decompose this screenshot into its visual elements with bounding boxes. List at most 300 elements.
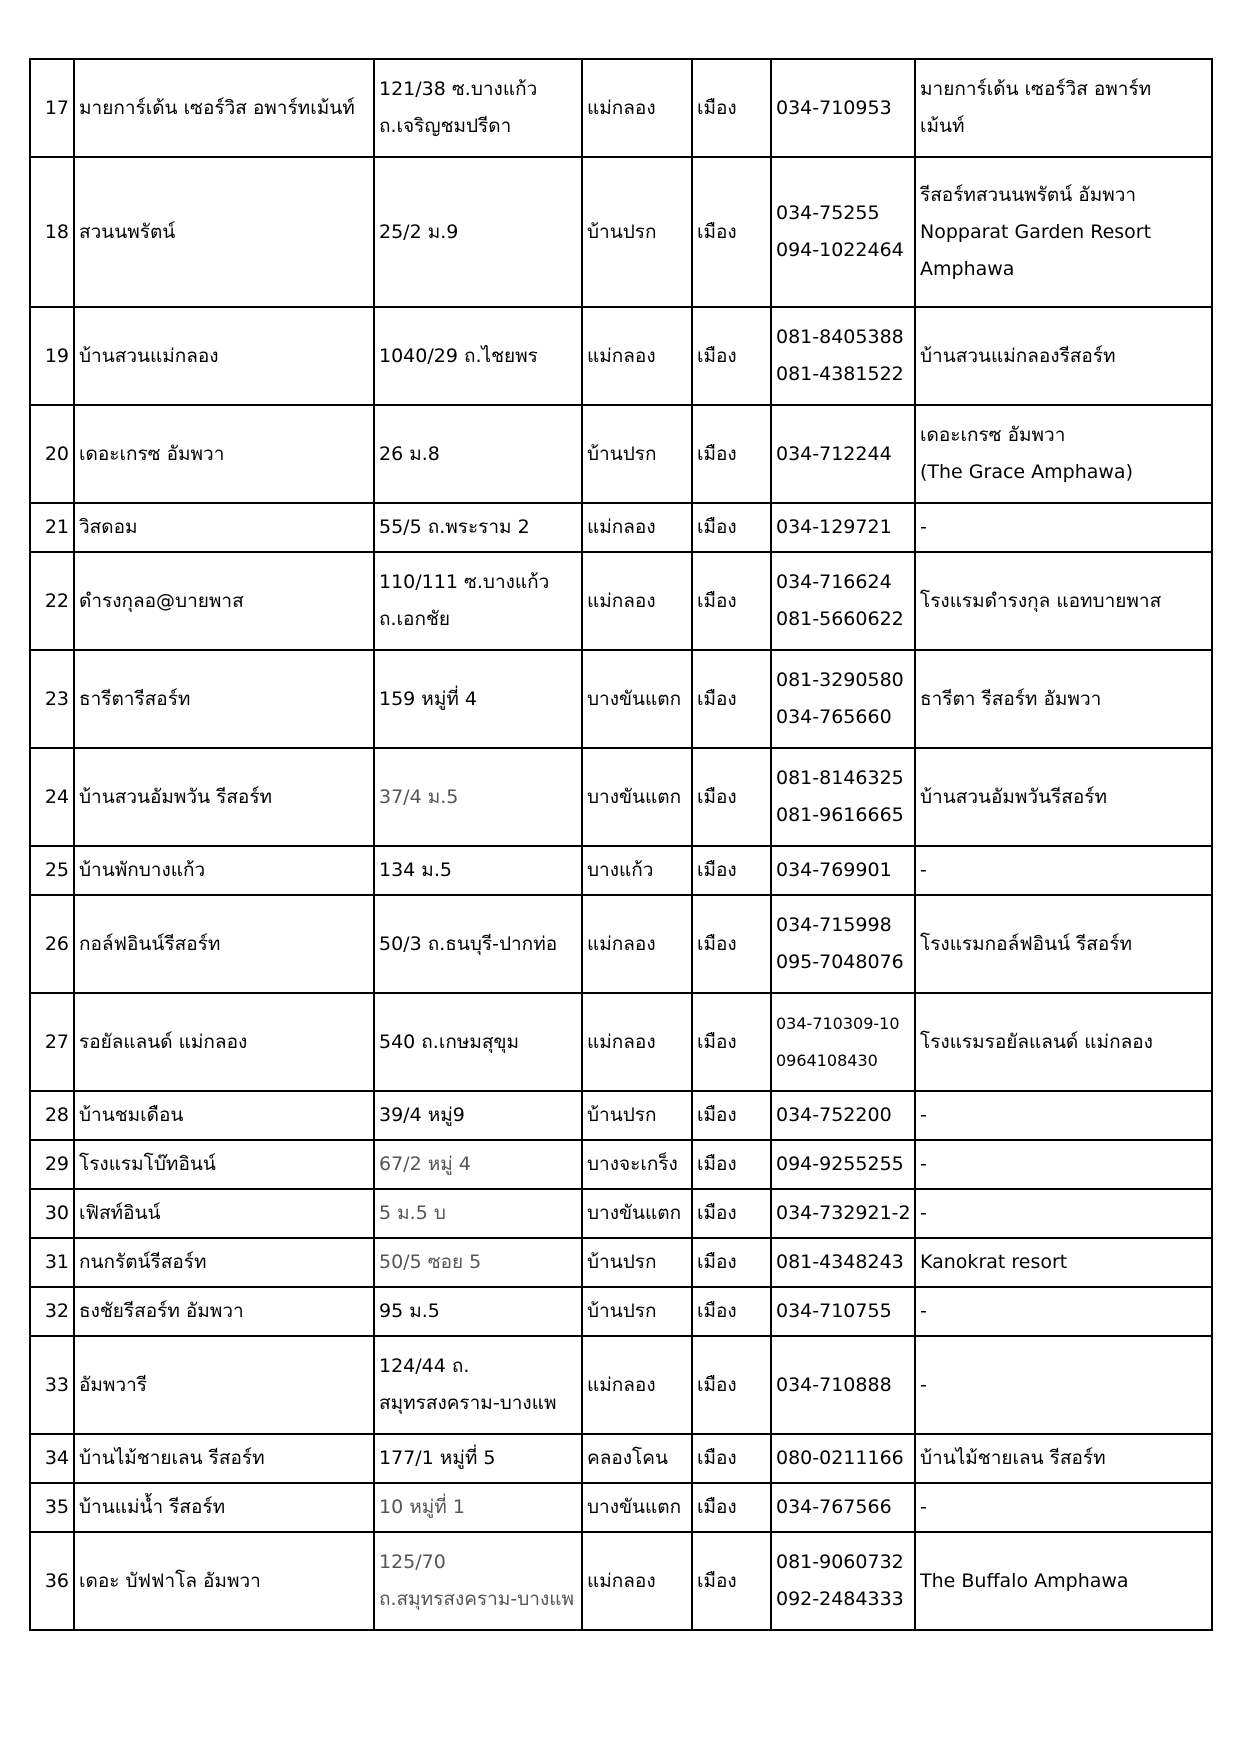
registered-name-cell-line: - xyxy=(920,516,927,538)
subdistrict-cell-text: บ้านปรก xyxy=(587,442,657,465)
subdistrict-cell xyxy=(582,1287,692,1336)
district-cell-text: เมือง xyxy=(697,1030,737,1053)
row-number-cell-text: 28 xyxy=(44,1104,69,1126)
registered-name-cell xyxy=(915,846,1212,895)
address-cell-line: 25/2 ม.9 xyxy=(379,220,459,243)
address-cell xyxy=(374,157,582,307)
subdistrict-cell-text: บางแก้ว xyxy=(587,859,654,881)
registered-name-cell-line: Nopparat Garden Resort xyxy=(920,220,1152,243)
subdistrict-cell xyxy=(582,405,692,503)
phone-cell xyxy=(771,503,915,552)
address-cell-line: 121/38 ซ.บางแก้ว xyxy=(379,78,538,100)
district-cell xyxy=(692,1483,771,1532)
registered-name-cell-line: (The Grace Amphawa) xyxy=(920,461,1133,483)
subdistrict-cell-text: แม่กลอง xyxy=(587,932,656,955)
district-cell xyxy=(692,59,771,157)
name-cell-text: เดอะเกรซ อัมพวา xyxy=(79,442,225,465)
district-cell xyxy=(692,650,771,748)
name-cell-text: มายการ์เด้น เซอร์วิส อพาร์ทเม้นท์ xyxy=(79,96,355,119)
address-cell xyxy=(374,1238,582,1287)
row-number-cell-text: 20 xyxy=(44,442,69,465)
address-cell-line: 50/3 ถ.ธนบุรี-ปากท่อ xyxy=(379,932,558,955)
name-cell-text: บ้านพักบางแก้ว xyxy=(79,859,206,881)
subdistrict-cell xyxy=(582,1336,692,1434)
table-row xyxy=(30,1189,1212,1238)
district-cell-text: เมือง xyxy=(697,1153,737,1175)
row-number-cell-text: 35 xyxy=(44,1496,69,1518)
subdistrict-cell xyxy=(582,1238,692,1287)
table-row xyxy=(30,1091,1212,1140)
address-cell-line: 50/5 ซอย 5 xyxy=(379,1251,482,1273)
address-cell-line: 95 ม.5 xyxy=(379,1300,440,1322)
registered-name-cell-line: - xyxy=(920,1300,927,1322)
address-cell xyxy=(374,1091,582,1140)
name-cell xyxy=(74,1483,374,1532)
name-cell xyxy=(74,650,374,748)
registered-name-cell xyxy=(915,1434,1212,1483)
district-cell xyxy=(692,1140,771,1189)
registered-name-cell xyxy=(915,1483,1212,1532)
district-cell xyxy=(692,748,771,846)
address-cell xyxy=(374,1189,582,1238)
name-cell xyxy=(74,307,374,405)
name-cell-text: บ้านสวนแม่กลอง xyxy=(79,344,219,367)
name-cell-text: ธงชัยรีสอร์ท อัมพวา xyxy=(79,1300,244,1322)
row-number-cell xyxy=(30,1434,74,1483)
row-number-cell xyxy=(30,1238,74,1287)
phone-cell-line: 081-3290580 xyxy=(776,669,904,691)
address-cell xyxy=(374,503,582,552)
phone-cell-line: 034-710953 xyxy=(776,96,892,119)
name-cell-text: บ้านแม่น้ำ รีสอร์ท xyxy=(79,1496,226,1518)
registered-name-cell xyxy=(915,1091,1212,1140)
subdistrict-cell-text: บางขันแตก xyxy=(587,687,682,710)
phone-cell xyxy=(771,552,915,650)
name-cell xyxy=(74,59,374,157)
district-cell-text: เมือง xyxy=(697,687,737,710)
registered-name-cell-line: เม้นท์ xyxy=(920,115,965,137)
name-cell-text: กนกรัตน์รีสอร์ท xyxy=(79,1251,207,1273)
name-cell xyxy=(74,1140,374,1189)
subdistrict-cell-text: บ้านปรก xyxy=(587,1104,657,1126)
phone-cell-line: 081-5660622 xyxy=(776,608,904,630)
name-cell xyxy=(74,1091,374,1140)
name-cell xyxy=(74,503,374,552)
name-cell xyxy=(74,405,374,503)
district-cell-text: เมือง xyxy=(697,859,737,881)
phone-cell-line: 034-767566 xyxy=(776,1496,892,1518)
row-number-cell-text: 19 xyxy=(44,344,69,367)
registered-name-cell-line: ธารีตา รีสอร์ท อัมพวา xyxy=(920,687,1102,710)
subdistrict-cell xyxy=(582,1140,692,1189)
registered-name-cell-line: - xyxy=(920,1373,927,1396)
district-cell-text: เมือง xyxy=(697,589,737,612)
subdistrict-cell xyxy=(582,552,692,650)
registered-name-cell xyxy=(915,748,1212,846)
name-cell xyxy=(74,846,374,895)
address-cell-line: ถ.เจริญชมปรีดา xyxy=(379,115,512,137)
table-row xyxy=(30,846,1212,895)
phone-cell xyxy=(771,1336,915,1434)
registered-name-cell xyxy=(915,1189,1212,1238)
accommodation-table xyxy=(29,58,1213,1631)
address-cell-line: 110/111 ซ.บางแก้ว xyxy=(379,571,550,593)
district-cell xyxy=(692,895,771,993)
district-cell xyxy=(692,157,771,307)
phone-cell-line: 034-710888 xyxy=(776,1373,892,1396)
subdistrict-cell xyxy=(582,59,692,157)
registered-name-cell-line: บ้านสวนอัมพวันรีสอร์ท xyxy=(920,785,1108,808)
phone-cell-line: 034-129721 xyxy=(776,516,892,538)
district-cell xyxy=(692,1287,771,1336)
row-number-cell-text: 27 xyxy=(44,1030,69,1053)
district-cell-text: เมือง xyxy=(697,932,737,955)
district-cell xyxy=(692,1091,771,1140)
row-number-cell-text: 34 xyxy=(44,1447,69,1469)
subdistrict-cell-text: แม่กลอง xyxy=(587,1569,656,1592)
subdistrict-cell-text: บางขันแตก xyxy=(587,785,682,808)
phone-cell-line: 0964108430 xyxy=(776,1051,878,1070)
address-cell-line: 134 ม.5 xyxy=(379,859,452,881)
address-cell-line: 177/1 หมู่ที่ 5 xyxy=(379,1447,496,1469)
registered-name-cell-line: - xyxy=(920,1202,927,1224)
district-cell-text: เมือง xyxy=(697,1496,737,1518)
district-cell-text: เมือง xyxy=(697,1202,737,1224)
phone-cell-line: 034-716624 xyxy=(776,571,892,593)
table-row xyxy=(30,1238,1212,1287)
phone-cell-line: 034-752200 xyxy=(776,1104,892,1126)
registered-name-cell xyxy=(915,59,1212,157)
address-cell xyxy=(374,993,582,1091)
address-cell-line: 26 ม.8 xyxy=(379,442,440,465)
subdistrict-cell xyxy=(582,650,692,748)
district-cell xyxy=(692,846,771,895)
address-cell-line: 5 ม.5 บ xyxy=(379,1202,446,1224)
name-cell-text: เดอะ บัฟฟาโล อัมพวา xyxy=(79,1569,261,1592)
name-cell xyxy=(74,157,374,307)
name-cell xyxy=(74,1287,374,1336)
name-cell xyxy=(74,993,374,1091)
registered-name-cell xyxy=(915,650,1212,748)
address-cell xyxy=(374,895,582,993)
address-cell xyxy=(374,1434,582,1483)
row-number-cell xyxy=(30,307,74,405)
registered-name-cell xyxy=(915,1336,1212,1434)
phone-cell-line: 094-1022464 xyxy=(776,239,904,261)
table-row xyxy=(30,993,1212,1091)
registered-name-cell xyxy=(915,895,1212,993)
district-cell xyxy=(692,1336,771,1434)
subdistrict-cell-text: แม่กลอง xyxy=(587,344,656,367)
phone-cell-line: 094-9255255 xyxy=(776,1153,904,1175)
name-cell-text: โรงแรมโบ๊ทอินน์ xyxy=(79,1153,216,1175)
district-cell xyxy=(692,993,771,1091)
subdistrict-cell-text: แม่กลอง xyxy=(587,589,656,612)
address-cell-line: 10 หมู่ที่ 1 xyxy=(379,1496,465,1518)
table-row xyxy=(30,650,1212,748)
district-cell-text: เมือง xyxy=(697,1300,737,1322)
address-cell xyxy=(374,552,582,650)
district-cell xyxy=(692,405,771,503)
name-cell xyxy=(74,748,374,846)
district-cell-text: เมือง xyxy=(697,1569,737,1592)
subdistrict-cell xyxy=(582,307,692,405)
row-number-cell-text: 32 xyxy=(44,1300,69,1322)
subdistrict-cell xyxy=(582,993,692,1091)
address-cell xyxy=(374,846,582,895)
subdistrict-cell-text: คลองโคน xyxy=(587,1447,668,1469)
phone-cell xyxy=(771,1140,915,1189)
registered-name-cell-line: โรงแรมกอล์ฟอินน์ รีสอร์ท xyxy=(920,932,1133,955)
address-cell-line: ถ.สมุทรสงคราม-บางแพ xyxy=(379,1588,575,1610)
address-cell xyxy=(374,1336,582,1434)
registered-name-cell-line: The Buffalo Amphawa xyxy=(920,1569,1129,1592)
row-number-cell-text: 26 xyxy=(44,932,69,955)
district-cell-text: เมือง xyxy=(697,442,737,465)
row-number-cell xyxy=(30,1336,74,1434)
district-cell xyxy=(692,1189,771,1238)
address-cell-line: 1040/29 ถ.ไชยพร xyxy=(379,344,538,367)
row-number-cell xyxy=(30,1189,74,1238)
phone-cell-line: 034-710755 xyxy=(776,1300,892,1322)
phone-cell-line: 034-715998 xyxy=(776,914,892,936)
phone-cell-line: 081-9616665 xyxy=(776,804,904,826)
district-cell-text: เมือง xyxy=(697,1104,737,1126)
subdistrict-cell-text: บ้านปรก xyxy=(587,220,657,243)
phone-cell xyxy=(771,895,915,993)
registered-name-cell xyxy=(915,1238,1212,1287)
address-cell-line: 55/5 ถ.พระราม 2 xyxy=(379,516,530,538)
registered-name-cell xyxy=(915,993,1212,1091)
row-number-cell-text: 21 xyxy=(44,516,69,538)
phone-cell xyxy=(771,59,915,157)
name-cell xyxy=(74,552,374,650)
row-number-cell-text: 30 xyxy=(44,1202,69,1224)
registered-name-cell xyxy=(915,552,1212,650)
name-cell-text: ธารีตารีสอร์ท xyxy=(79,687,191,710)
row-number-cell xyxy=(30,405,74,503)
phone-cell-line: 034-710309-10 xyxy=(776,1014,900,1033)
phone-cell-line: 034-75255 xyxy=(776,202,880,224)
phone-cell xyxy=(771,157,915,307)
row-number-cell xyxy=(30,650,74,748)
registered-name-cell xyxy=(915,1532,1212,1630)
subdistrict-cell xyxy=(582,1483,692,1532)
name-cell xyxy=(74,895,374,993)
registered-name-cell-line: Amphawa xyxy=(920,257,1015,280)
phone-cell xyxy=(771,993,915,1091)
phone-cell-line: 081-4381522 xyxy=(776,363,904,385)
subdistrict-cell-text: บางจะเกร็ง xyxy=(587,1153,678,1175)
row-number-cell xyxy=(30,157,74,307)
registered-name-cell-line: รีสอร์ทสวนนพรัตน์ อัมพวา xyxy=(920,183,1137,206)
name-cell xyxy=(74,1238,374,1287)
row-number-cell-text: 18 xyxy=(44,220,69,243)
registered-name-cell-line: - xyxy=(920,1496,927,1518)
subdistrict-cell xyxy=(582,503,692,552)
row-number-cell xyxy=(30,846,74,895)
row-number-cell xyxy=(30,895,74,993)
address-cell-line: 39/4 หมู่9 xyxy=(379,1104,465,1126)
registered-name-cell-line: - xyxy=(920,1104,927,1126)
phone-cell-line: 034-765660 xyxy=(776,706,892,728)
district-cell xyxy=(692,307,771,405)
table-row xyxy=(30,1287,1212,1336)
district-cell-text: เมือง xyxy=(697,785,737,808)
registered-name-cell-line: บ้านไม้ชายเลน รีสอร์ท xyxy=(920,1447,1106,1469)
name-cell-text: รอยัลแลนด์ แม่กลอง xyxy=(79,1030,248,1053)
table-row xyxy=(30,895,1212,993)
address-cell xyxy=(374,1140,582,1189)
phone-cell-line: 092-2484333 xyxy=(776,1588,904,1610)
district-cell-text: เมือง xyxy=(697,96,737,119)
phone-cell xyxy=(771,1434,915,1483)
district-cell-text: เมือง xyxy=(697,344,737,367)
address-cell-line: 159 หมู่ที่ 4 xyxy=(379,687,478,710)
address-cell xyxy=(374,307,582,405)
district-cell-text: เมือง xyxy=(697,1447,737,1469)
phone-cell-line: 081-9060732 xyxy=(776,1551,904,1573)
row-number-cell-text: 22 xyxy=(44,589,69,612)
registered-name-cell xyxy=(915,1287,1212,1336)
registered-name-cell xyxy=(915,1140,1212,1189)
name-cell xyxy=(74,1434,374,1483)
address-cell xyxy=(374,1532,582,1630)
name-cell-text: บ้านไม้ชายเลน รีสอร์ท xyxy=(79,1447,265,1469)
phone-cell xyxy=(771,307,915,405)
address-cell xyxy=(374,1287,582,1336)
registered-name-cell xyxy=(915,405,1212,503)
table-row xyxy=(30,1434,1212,1483)
subdistrict-cell-text: บางขันแตก xyxy=(587,1202,682,1224)
table-row xyxy=(30,552,1212,650)
phone-cell xyxy=(771,1091,915,1140)
district-cell-text: เมือง xyxy=(697,516,737,538)
phone-cell-line: 080-0211166 xyxy=(776,1447,904,1469)
subdistrict-cell xyxy=(582,157,692,307)
row-number-cell-text: 25 xyxy=(44,859,69,881)
row-number-cell-text: 33 xyxy=(44,1373,69,1396)
address-cell-line: 125/70 xyxy=(379,1551,446,1573)
name-cell xyxy=(74,1336,374,1434)
address-cell xyxy=(374,1483,582,1532)
phone-cell-line: 081-8146325 xyxy=(776,767,904,789)
subdistrict-cell xyxy=(582,1532,692,1630)
phone-cell xyxy=(771,1238,915,1287)
name-cell xyxy=(74,1532,374,1630)
subdistrict-cell xyxy=(582,846,692,895)
row-number-cell xyxy=(30,1091,74,1140)
name-cell-text: กอล์ฟอินน์รีสอร์ท xyxy=(79,932,221,955)
table-row xyxy=(30,1483,1212,1532)
registered-name-cell xyxy=(915,307,1212,405)
row-number-cell-text: 29 xyxy=(44,1153,69,1175)
subdistrict-cell-text: บางขันแตก xyxy=(587,1496,682,1518)
district-cell xyxy=(692,552,771,650)
phone-cell xyxy=(771,405,915,503)
row-number-cell xyxy=(30,552,74,650)
phone-cell-line: 081-4348243 xyxy=(776,1251,904,1273)
district-cell-text: เมือง xyxy=(697,1251,737,1273)
row-number-cell xyxy=(30,1287,74,1336)
registered-name-cell-line: บ้านสวนแม่กลองรีสอร์ท xyxy=(920,344,1116,367)
row-number-cell-text: 17 xyxy=(44,96,69,119)
name-cell-text: วิสดอม xyxy=(79,516,138,538)
phone-cell xyxy=(771,1287,915,1336)
phone-cell xyxy=(771,846,915,895)
subdistrict-cell-text: แม่กลอง xyxy=(587,1373,656,1396)
subdistrict-cell xyxy=(582,1091,692,1140)
row-number-cell-text: 23 xyxy=(44,687,69,710)
registered-name-cell-line: - xyxy=(920,1153,927,1175)
subdistrict-cell xyxy=(582,1434,692,1483)
phone-cell-line: 081-8405388 xyxy=(776,326,904,348)
subdistrict-cell-text: แม่กลอง xyxy=(587,516,656,538)
row-number-cell xyxy=(30,503,74,552)
district-cell xyxy=(692,1238,771,1287)
phone-cell-line: 095-7048076 xyxy=(776,951,904,973)
table-row xyxy=(30,748,1212,846)
phone-cell xyxy=(771,650,915,748)
registered-name-cell-line: Kanokrat resort xyxy=(920,1251,1068,1273)
phone-cell-line: 034-712244 xyxy=(776,442,892,465)
name-cell-text: เฟิสท์อินน์ xyxy=(79,1202,161,1224)
address-cell-line: สมุทรสงคราม-บางแพ xyxy=(379,1392,557,1414)
district-cell xyxy=(692,503,771,552)
registered-name-cell-line: โรงแรมดำรงกุล แอทบายพาส xyxy=(920,589,1162,612)
phone-cell xyxy=(771,1189,915,1238)
table-row xyxy=(30,503,1212,552)
subdistrict-cell xyxy=(582,895,692,993)
address-cell xyxy=(374,59,582,157)
name-cell-text: บ้านชมเดือน xyxy=(79,1104,184,1126)
row-number-cell-text: 36 xyxy=(44,1569,69,1592)
address-cell-line: 540 ถ.เกษมสุขุม xyxy=(379,1030,520,1053)
address-cell xyxy=(374,748,582,846)
subdistrict-cell-text: บ้านปรก xyxy=(587,1251,657,1273)
registered-name-cell-line: - xyxy=(920,859,927,881)
district-cell-text: เมือง xyxy=(697,220,737,243)
name-cell-text: บ้านสวนอัมพวัน รีสอร์ท xyxy=(79,785,273,808)
subdistrict-cell-text: แม่กลอง xyxy=(587,96,656,119)
registered-name-cell xyxy=(915,503,1212,552)
table-row xyxy=(30,307,1212,405)
address-cell-line: 124/44 ถ. xyxy=(379,1355,470,1377)
table-row xyxy=(30,1140,1212,1189)
registered-name-cell-line: โรงแรมรอยัลแลนด์ แม่กลอง xyxy=(920,1030,1153,1053)
subdistrict-cell xyxy=(582,1189,692,1238)
table-row xyxy=(30,157,1212,307)
address-cell-line: 67/2 หมู่ 4 xyxy=(379,1153,471,1175)
row-number-cell xyxy=(30,993,74,1091)
registered-name-cell-line: มายการ์เด้น เซอร์วิส อพาร์ท xyxy=(920,78,1152,100)
registered-name-cell-line: เดอะเกรซ อัมพวา xyxy=(920,424,1066,446)
table-row xyxy=(30,59,1212,157)
name-cell-text: สวนนพรัตน์ xyxy=(79,220,176,243)
phone-cell xyxy=(771,1483,915,1532)
row-number-cell xyxy=(30,1483,74,1532)
row-number-cell xyxy=(30,59,74,157)
registered-name-cell xyxy=(915,157,1212,307)
district-cell xyxy=(692,1532,771,1630)
phone-cell-line: 034-769901 xyxy=(776,859,892,881)
name-cell-text: ดำรงกุลอ@บายพาส xyxy=(79,589,244,612)
row-number-cell xyxy=(30,1140,74,1189)
phone-cell-line: 034-732921-2 xyxy=(776,1202,911,1224)
subdistrict-cell-text: บ้านปรก xyxy=(587,1300,657,1322)
address-cell-line: ถ.เอกชัย xyxy=(379,608,450,630)
subdistrict-cell-text: แม่กลอง xyxy=(587,1030,656,1053)
